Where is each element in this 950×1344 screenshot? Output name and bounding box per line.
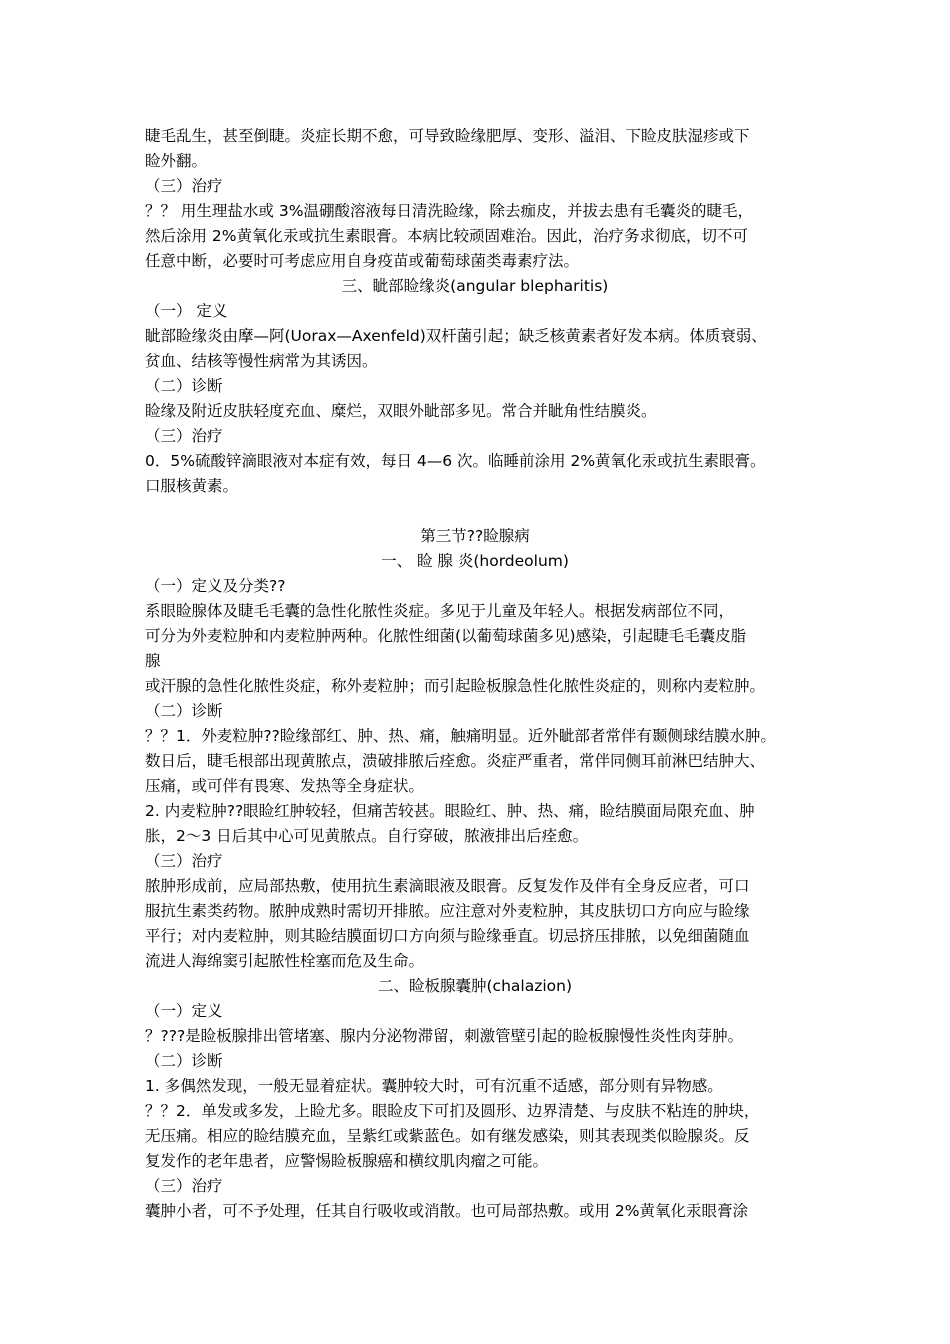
subsection-heading: （一）定义及分类??	[145, 577, 286, 595]
body-text-line: 复发作的老年患者，应警惕睑板腺癌和横纹肌肉瘤之可能。	[145, 1152, 549, 1170]
body-text-line: 无压痛。相应的睑结膜充血，呈紫红或紫蓝色。如有继发感染，则其表现类似睑腺炎。反	[145, 1127, 750, 1145]
body-text-line: 系眼睑腺体及睫毛毛囊的急性化脓性炎症。多见于儿童及年轻人。根据发病部位不同，	[145, 602, 735, 620]
body-text-line: 平行；对内麦粒肿，则其睑结膜面切口方向须与睑缘垂直。切忌挤压排脓，以免细菌随血	[145, 927, 750, 945]
subsection-heading: （三）治疗	[145, 852, 223, 870]
body-text-line: ？???是睑板腺排出管堵塞、腺内分泌物滞留，刺激管壁引起的睑板腺慢性炎性肉芽肿。	[145, 1027, 744, 1045]
subsection-heading: （一）定义	[145, 1002, 223, 1020]
body-text-line: 眦部睑缘炎由摩—阿(Uorax—Axenfeld)双杆菌引起；缺乏核黄素者好发本病。体质衰弱、	[145, 327, 767, 345]
body-text-line: 腺	[145, 652, 161, 670]
body-text-line: 贫血、结核等慢性病常为其诱因。	[145, 352, 378, 370]
body-text-line: 囊肿小者，可不予处理，任其自行吸收或消散。也可局部热敷。或用 2%黄氧化汞眼膏涂	[145, 1202, 749, 1220]
body-text-line: 胀，2～3 日后其中心可见黄脓点。自行穿破，脓液排出后痊愈。	[145, 827, 589, 845]
body-text-line: 口服核黄素。	[145, 477, 239, 495]
body-text-line: 数日后，睫毛根部出现黄脓点，溃破排脓后痊愈。炎症严重者，常伴同侧耳前淋巴结肿大、	[145, 752, 766, 770]
body-text-line: 睑缘及附近皮肤轻度充血、糜烂，双眼外眦部多见。常合并眦角性结膜炎。	[145, 402, 657, 420]
body-text-line: 可分为外麦粒肿和内麦粒肿两种。化脓性细菌(以葡萄球菌多见)感染，引起睫毛毛囊皮脂	[145, 627, 747, 645]
body-text-line: ？？ 用生理盐水或 3%温硼酸溶液每日清洗睑缘，除去痂皮，并拔去患有毛囊炎的睫毛，	[145, 202, 753, 220]
body-text-line: 睑外翻。	[145, 152, 208, 170]
body-text-line: 0．5%硫酸锌滴眼液对本症有效，每日 4—6 次。临睡前涂用 2%黄氧化汞或抗生素眼膏。	[145, 452, 766, 470]
body-text-line: 睫毛乱生，甚至倒睫。炎症长期不愈，可导致睑缘肥厚、变形、溢泪、下睑皮肤湿疹或下	[145, 127, 750, 145]
body-text-line: 1. 多偶然发现，一般无显着症状。囊肿较大时，可有沉重不适感，部分则有异物感。	[145, 1077, 723, 1095]
subsection-heading: （三）治疗	[145, 427, 223, 445]
body-text-line: ？？1．外麦粒肿??睑缘部红、肿、热、痛，触痛明显。近外眦部者常伴有颞侧球结膜水肿。	[145, 727, 776, 745]
body-text-line: 流进人海绵窦引起脓性栓塞而危及生命。	[145, 952, 425, 970]
subsection-heading: （二）诊断	[145, 377, 223, 395]
body-text-line: 2. 内麦粒肿??眼睑红肿较轻，但痛苦较甚。眼睑红、肿、热、痛，睑结膜面局限充血、肿	[145, 802, 755, 820]
body-text-line: 压痛，或可伴有畏寒、发热等全身症状。	[145, 777, 425, 795]
subsection-heading: （三）治疗	[145, 177, 223, 195]
section-heading: 二、睑板腺囊肿(chalazion)	[378, 977, 572, 995]
subsection-heading: （一） 定义	[145, 302, 228, 320]
subsection-heading: （三）治疗	[145, 1177, 223, 1195]
section-heading: 三、眦部睑缘炎(angular blepharitis)	[341, 277, 609, 295]
body-text-line: ？？2．单发或多发，上睑尤多。眼睑皮下可扪及圆形、边界清楚、与皮肤不粘连的肿块，	[145, 1102, 760, 1120]
body-text-line: 脓肿形成前，应局部热敷，使用抗生素滴眼液及眼膏。反复发作及伴有全身反应者，可口	[145, 877, 750, 895]
body-text-line: 服抗生素类药物。脓肿成熟时需切开排脓。应注意对外麦粒肿，其皮肤切口方向应与睑缘	[145, 902, 750, 920]
body-text-line: 或汗腺的急性化脓性炎症，称外麦粒肿；而引起睑板腺急性化脓性炎症的，则称内麦粒肿。	[145, 677, 766, 695]
subsection-heading: （二）诊断	[145, 1052, 223, 1070]
subsection-heading: （二）诊断	[145, 702, 223, 720]
chapter-section-heading: 第三节??睑腺病	[420, 527, 530, 545]
body-text-line: 任意中断，必要时可考虑应用自身疫苗或葡萄球菌类毒素疗法。	[145, 252, 580, 270]
section-heading: 一、 睑 腺 炎(hordeolum)	[381, 552, 569, 570]
body-text-line: 然后涂用 2%黄氧化汞或抗生素眼膏。本病比较顽固难治。因此，治疗务求彻底，切不可	[145, 227, 749, 245]
